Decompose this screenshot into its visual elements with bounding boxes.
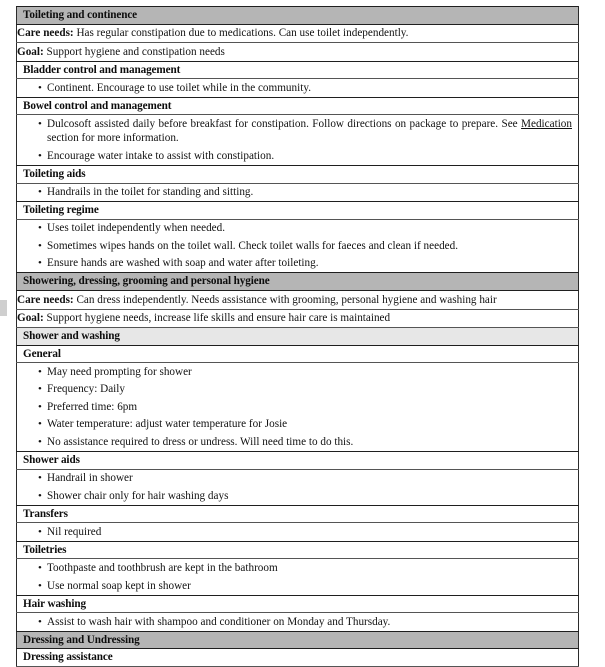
goal-row-showering bbox=[17, 309, 579, 328]
section-title: Dressing and Undressing bbox=[23, 633, 140, 646]
subsection-body-transfers bbox=[17, 523, 579, 542]
list-item: • May need prompting for shower bbox=[47, 363, 578, 381]
subsection-header-general bbox=[17, 345, 579, 363]
care-needs-line bbox=[17, 25, 578, 43]
list-item: • Frequency: Daily bbox=[47, 381, 578, 399]
subsection-body-toileting-regime bbox=[17, 219, 579, 273]
goal-text: Support hygiene and constipation needs bbox=[43, 45, 225, 58]
list-item: • Water temperature: adjust water temperature for Josie bbox=[47, 416, 578, 434]
subsection-header-toileting-aids bbox=[17, 166, 579, 184]
list-item: • Assist to wash hair with shampoo and conditioner on Monday and Thursday. bbox=[47, 613, 578, 631]
subsection-header-bowel-control-and-management bbox=[17, 97, 579, 115]
section-header-toileting-and-continence bbox=[17, 7, 579, 25]
list-item: • Toothpaste and toothbrush are kept in the bathroom bbox=[47, 559, 578, 577]
subsection-header-toiletries bbox=[17, 541, 579, 559]
care-needs-label: Care needs: bbox=[17, 27, 74, 40]
care-needs-row-showering bbox=[17, 291, 579, 310]
subsection-body-toileting-aids bbox=[17, 183, 579, 202]
goal-label: Goal: bbox=[17, 312, 44, 325]
subsection-title: Toiletries bbox=[23, 543, 67, 556]
care-needs-label: Care needs: bbox=[17, 293, 74, 306]
care-needs-row-toileting bbox=[17, 24, 579, 43]
band-header-shower-and-washing bbox=[17, 328, 579, 346]
bullet-list bbox=[17, 363, 578, 451]
list-item: • Use normal soap kept in shower bbox=[47, 577, 578, 595]
scan-artifact bbox=[0, 300, 7, 316]
care-needs-text: Has regular constipation due to medications. Can use toilet independently. bbox=[73, 27, 409, 40]
subsection-header-dressing-assistance bbox=[17, 649, 579, 667]
list-item: • Uses toilet independently when needed. bbox=[47, 220, 578, 238]
subsection-header-toileting-regime bbox=[17, 202, 579, 220]
subsection-header-shower-aids bbox=[17, 452, 579, 470]
band-title: Shower and washing bbox=[23, 330, 120, 343]
care-needs-text: Can dress independently. Needs assistance with grooming, personal hygiene and washing hair bbox=[73, 293, 497, 306]
bullet-list bbox=[17, 79, 578, 97]
bullet-list bbox=[17, 559, 578, 594]
list-item: • Preferred time: 6pm bbox=[47, 398, 578, 416]
subsection-header-transfers bbox=[17, 505, 579, 523]
subsection-title: Toileting regime bbox=[23, 204, 99, 217]
section-header-showering-dressing-grooming-and-personal-hygiene bbox=[17, 273, 579, 291]
list-item: • Encourage water intake to assist with constipation. bbox=[47, 148, 578, 166]
list-item: • Shower chair only for hair washing days bbox=[47, 487, 578, 505]
list-item: • No assistance required to dress or undress. Will need time to do this. bbox=[47, 434, 578, 452]
care-needs-line bbox=[17, 291, 578, 309]
subsection-title: Transfers bbox=[23, 507, 68, 520]
list-item: • Nil required bbox=[47, 523, 578, 541]
medication-link-text[interactable]: Medication bbox=[521, 117, 572, 130]
subsection-title: Toileting aids bbox=[23, 168, 86, 181]
subsection-body-bladder-control-and-management bbox=[17, 79, 579, 98]
goal-row-toileting bbox=[17, 43, 579, 62]
section-title: Toileting and continence bbox=[23, 9, 138, 21]
bullet-list bbox=[17, 115, 578, 165]
subsection-title: Shower aids bbox=[23, 454, 80, 467]
subsection-body-bowel-control-and-management bbox=[17, 115, 579, 166]
bullet-list bbox=[17, 470, 578, 505]
care-plan-table bbox=[16, 6, 579, 667]
bullet-list bbox=[17, 613, 578, 631]
bullet-list bbox=[17, 523, 578, 541]
bullet-list bbox=[17, 220, 578, 273]
bullet-text-post: section for more information. bbox=[47, 132, 179, 145]
subsection-title: Dressing assistance bbox=[23, 651, 113, 664]
list-item: • Handrails in the toilet for standing and sitting. bbox=[47, 184, 578, 202]
goal-label: Goal: bbox=[17, 45, 44, 58]
bullet-text-pre: Dulcosoft assisted daily before breakfast for constipation. Follow directions on package to prepare. See bbox=[47, 117, 522, 130]
subsection-title: General bbox=[23, 347, 61, 360]
subsection-body-toiletries bbox=[17, 559, 579, 595]
bullet-list bbox=[17, 184, 578, 202]
subsection-title: Bowel control and management bbox=[23, 99, 172, 112]
goal-line bbox=[17, 43, 578, 61]
goal-text: Support hygiene needs, increase life skills and ensure hair care is maintained bbox=[43, 312, 391, 325]
list-item: • Continent. Encourage to use toilet while in the community. bbox=[47, 79, 578, 97]
subsection-body-shower-aids bbox=[17, 469, 579, 505]
subsection-title: Bladder control and management bbox=[23, 63, 181, 76]
section-header-dressing-and-undressing bbox=[17, 631, 579, 649]
subsection-header-hair-washing bbox=[17, 595, 579, 613]
list-item: • Ensure hands are washed with soap and water after toileting. bbox=[47, 255, 578, 273]
section-title: Showering, dressing, grooming and personal hygiene bbox=[23, 275, 270, 288]
list-item bbox=[47, 115, 578, 147]
subsection-title: Hair washing bbox=[23, 597, 86, 610]
subsection-header-bladder-control-and-management bbox=[17, 61, 579, 79]
list-item: • Sometimes wipes hands on the toilet wall. Check toilet walls for faeces and clean if needed. bbox=[47, 237, 578, 255]
subsection-body-general bbox=[17, 363, 579, 452]
list-item: • Handrail in shower bbox=[47, 470, 578, 488]
goal-line bbox=[17, 310, 578, 328]
subsection-body-hair-washing bbox=[17, 613, 579, 632]
